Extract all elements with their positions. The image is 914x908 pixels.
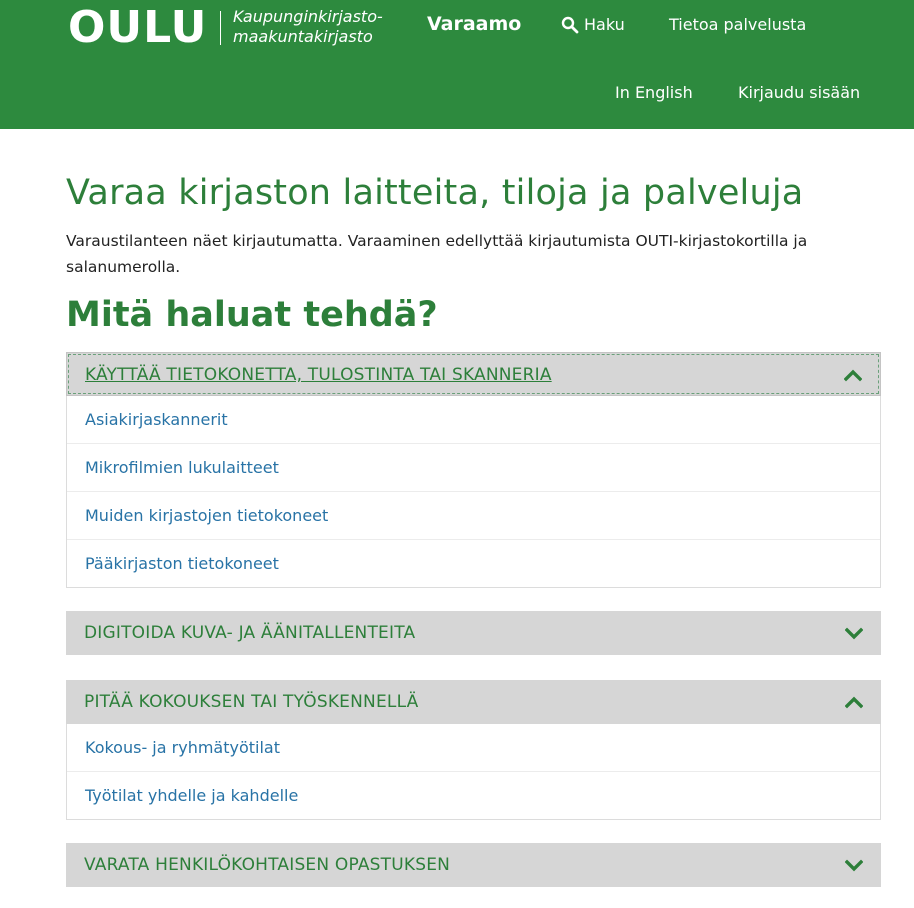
chevron-up-icon	[844, 368, 862, 382]
logo-subtitle-line1: Kaupunginkirjasto-	[233, 7, 383, 26]
chevron-up-icon	[845, 695, 863, 709]
accordion-meeting	[66, 680, 881, 820]
accordion-title: PITÄÄ KOKOUKSEN TAI TYÖSKENNELLÄ	[84, 692, 419, 712]
accordion-body-meeting	[66, 724, 881, 820]
list-item-muiden-kirjastojen-tietokoneet[interactable]: Muiden kirjastojen tietokoneet	[67, 491, 880, 539]
section-question: Mitä haluat tehdä?	[66, 295, 438, 335]
accordion-header-computers[interactable]	[66, 352, 881, 396]
accordion-header-meeting[interactable]	[66, 680, 881, 724]
chevron-down-icon	[845, 626, 863, 640]
accordion-title: DIGITOIDA KUVA- JA ÄÄNITALLENTEITA	[84, 623, 416, 643]
nav-in-english[interactable]: In English	[615, 83, 693, 102]
list-item-tyotilat-yhdelle-ja-kahdelle[interactable]: Työtilat yhdelle ja kahdelle	[67, 771, 880, 819]
search-icon	[561, 16, 579, 34]
accordion-header-guidance[interactable]	[66, 843, 881, 887]
list-item-asiakirjaskannerit[interactable]: Asiakirjaskannerit	[85, 410, 228, 429]
list-item-paakirjaston-tietokoneet[interactable]: Pääkirjaston tietokoneet	[67, 539, 880, 587]
list-item-kokous-ja-ryhmatyotilat[interactable]: Kokous- ja ryhmätyötilat	[85, 738, 280, 757]
logo-divider	[220, 11, 221, 45]
list-item-mikrofilmien-lukulaitteet[interactable]: Mikrofilmien lukulaitteet	[67, 443, 880, 491]
intro-text: Varaustilanteen näet kirjautumatta. Varaaminen edellyttää kirjautumista OUTI-kirjastokortilla ja salanumerolla.	[66, 232, 808, 276]
accordion-title: KÄYTTÄÄ TIETOKONETTA, TULOSTINTA TAI SKANNERIA	[85, 365, 552, 385]
accordion-title: VARATA HENKILÖKOHTAISEN OPASTUKSEN	[84, 855, 451, 875]
accordion-computers	[66, 352, 881, 588]
nav-search[interactable]	[561, 15, 625, 34]
page-title: Varaa kirjaston laitteita, tiloja ja palveluja	[66, 173, 804, 213]
accordion-header-digitize[interactable]	[66, 611, 881, 655]
nav-varaamo[interactable]: Varaamo	[427, 13, 522, 35]
logo-subtitle	[233, 7, 383, 47]
chevron-down-icon	[845, 858, 863, 872]
site-header	[0, 0, 914, 129]
oulu-logo[interactable]: OULU	[68, 2, 208, 53]
accordion-digitize	[66, 611, 881, 655]
accordion-guidance	[66, 843, 881, 887]
logo-subtitle-line2: maakuntakirjasto	[233, 27, 373, 46]
nav-about[interactable]: Tietoa palvelusta	[669, 15, 807, 34]
nav-login[interactable]: Kirjaudu sisään	[738, 83, 861, 102]
nav-search-label: Haku	[584, 15, 625, 34]
accordion-body-computers	[66, 396, 881, 588]
